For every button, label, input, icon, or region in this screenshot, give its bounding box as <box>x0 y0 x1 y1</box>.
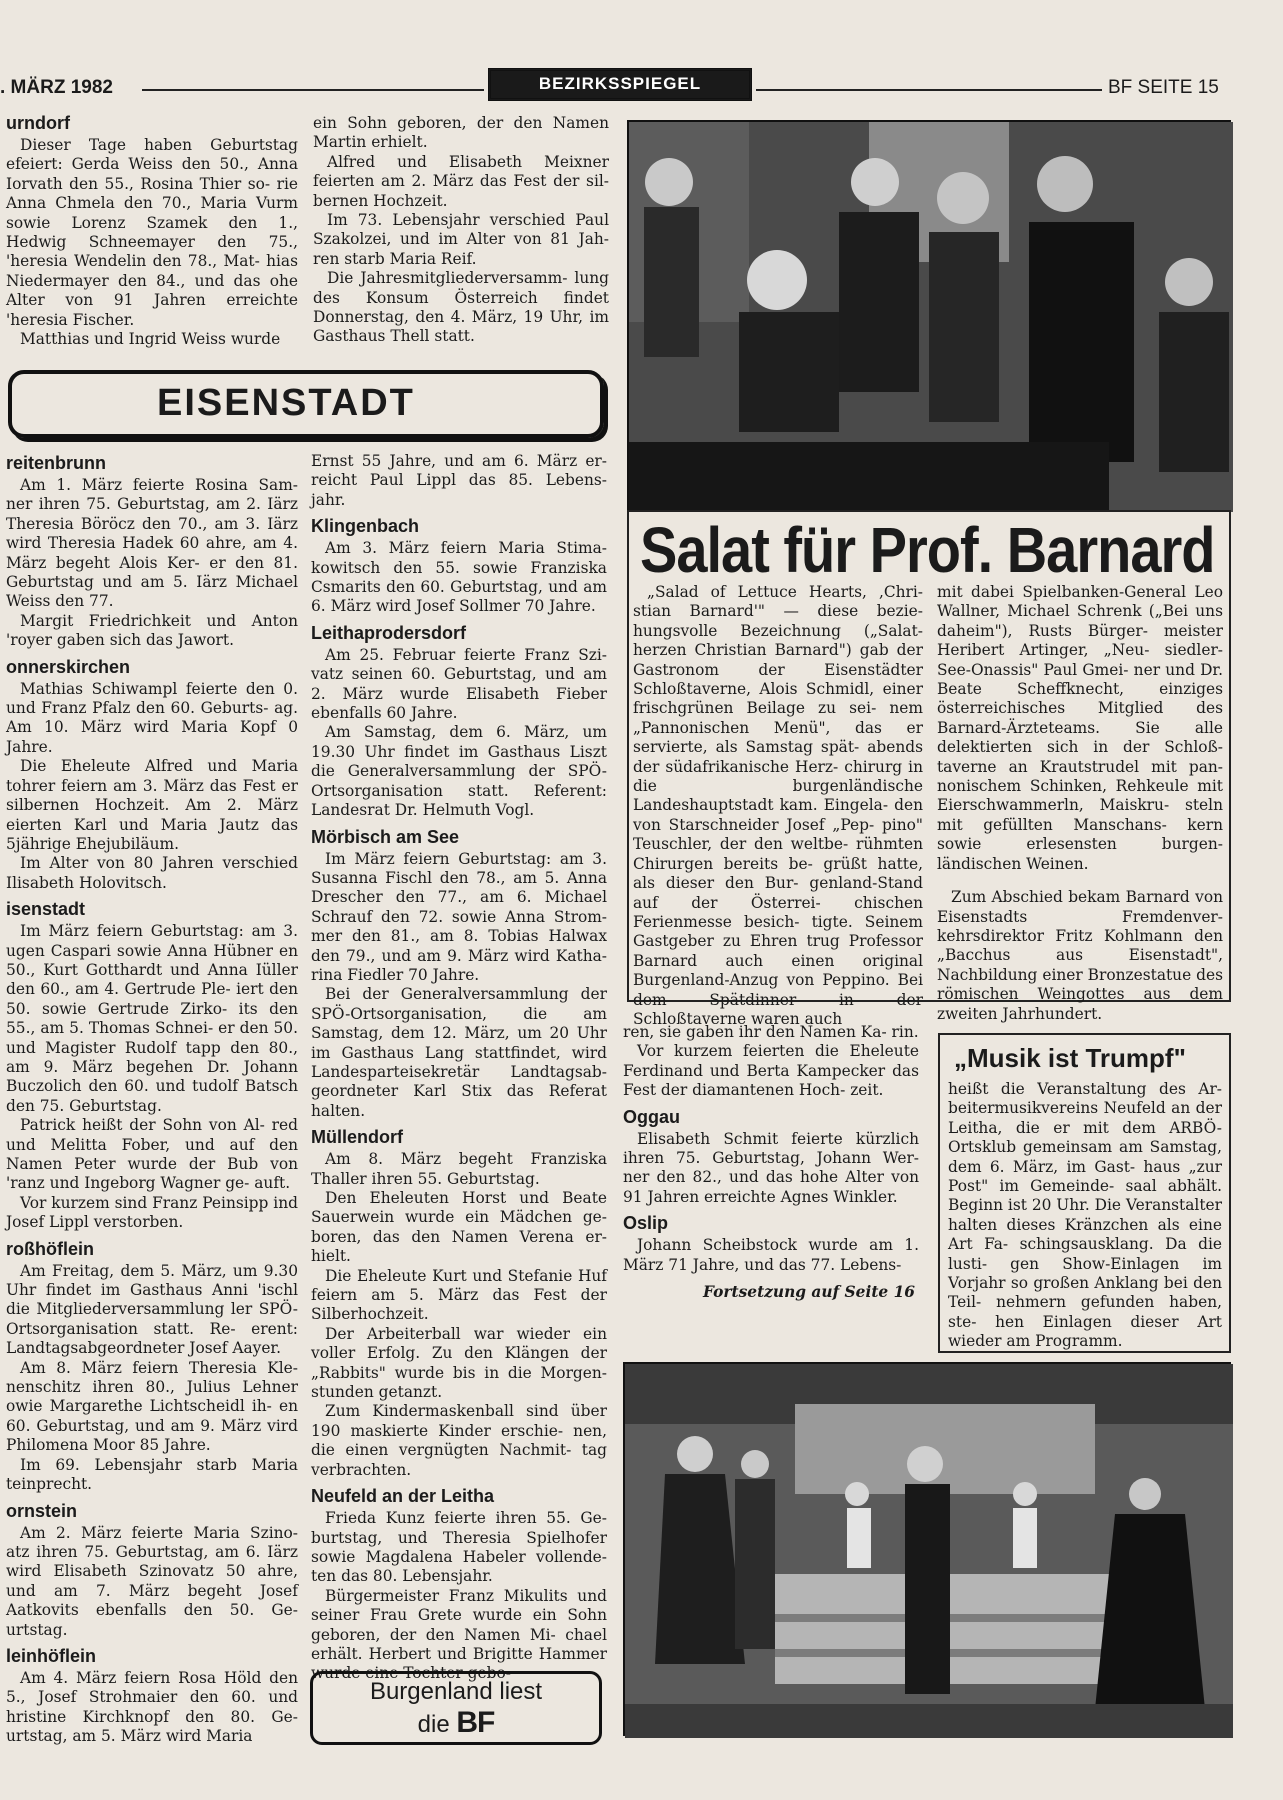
musik-title: „Musik ist Trumpf" <box>954 1043 1186 1073</box>
section-heading: Müllendorf <box>311 1127 403 1148</box>
promo-line: Burgenland liest <box>369 1678 543 1705</box>
paragraph: Bei der Generalversammlung der SPÖ-Ortsorganisation, die am Samstag, dem 12. März, um 20 Uhr im Gasthaus Lang stattfindet, wird Landesparteisekretär Landtagsab- geordneter Karl Stix das Referat halten. <box>311 985 607 1120</box>
promo-box <box>310 1671 602 1745</box>
section-heading: Neufeld an der Leitha <box>311 1486 495 1507</box>
paragraph: Patrick heißt der Sohn von Al- red und Melitta Fober, und auf den Namen Peter wurde der Bub von 'ranz und Ingeborg Wagner ge- auft. <box>6 1116 298 1193</box>
section-heading: Mörbisch am See <box>311 826 460 847</box>
column-1 <box>6 452 298 1800</box>
section-heading: Oslip <box>623 1213 669 1234</box>
section-heading: Leithaprodersdorf <box>311 622 467 643</box>
paragraph: heißt die Veranstaltung des Ar- beitermusikvereins Neufeld an der Leitha, die er mit dem ARBÖ-Ortsklub gemeinsam am Samstag, dem 6. März, im Gast- haus „zur Post" im Gemeinde- saal abhält. Beginn ist 20 Uhr. Die Veranstalter halten dieses Kränzchen als eine Art Fa- schingsausklang. Da die lusti- gen Show-Einlagen im Vorjahr so großen Anklang bei den Teil- nehmern gefunden haben, ste- hen Einlagen dieser Art wieder am Programm. <box>948 1080 1222 1351</box>
page-number: BF SEITE 15 <box>1108 77 1219 98</box>
paragraph: Im März feiern Geburtstag: am 3. Susanna Fischl den 78., am 5. Anna Drescher den 77., am 6. Michael Schrauf den 72. sowie Anna Strom- mer den 81., am 8. Tobias Halwax den 79., und am 9. März wird Katha- rina Fiedler 70 Jahre. <box>311 849 607 984</box>
musik-content <box>948 1043 1222 1352</box>
paragraph: Margit Friedrichkeit und Anton 'royer gaben sich das Jawort. <box>6 611 298 650</box>
eisenstadt-title: EISENSTADT <box>157 382 415 424</box>
paragraph: Die Eheleute Alfred und Maria tohrer feiern am 3. März das Fest er silbernen Hochzeit. Am 2. März eierten Karl und Maria Jautz das 5jährige Ehejubiläum. <box>6 757 298 853</box>
issue-date: . MÄRZ 1982 <box>0 77 113 98</box>
barnard-column-1 <box>633 583 923 1028</box>
paragraph: Dieser Tage haben Geburtstag efeiert: Gerda Weiss den 50., Anna Iorvath den 55., Rosina Thier so- rie Anna Chmela den 70., Maria Vurm sowie Lorenz Szamek den 1., Hedwig Schneemayer den 75., 'heresia Wendelin den 78., Mat- hias Niedermayer den 84., und das ohe Alter von 91 Jahren erreichte 'heresia Fischer. <box>6 136 298 329</box>
paragraph: mit dabei Spielbanken-General Leo Wallner, Michael Schrenk („Bei uns daheim"), Rusts Bürger- meister Heribert Artinger, „Neu- siedler-See-Onassis" Paul Gmei- ner und Dr. Beate Scheffknecht, einziges österreichisches Mitglied des Barnard-Ärzteteams. Sie alle delektierten sich in der Schloß- taverne an Krautstrudel mit pan- nonischem Schinken, Rehkeule mit Eierschwammerln, Maiskru- steln mit gefüllten Manschans- kern sowie erlesensten burgen- ländischen Weinen. <box>937 583 1223 873</box>
paragraph: Den Eheleuten Horst und Beate Sauerwein wurde ein Mädchen ge- boren, das den Namen Verena er- hielt. <box>311 1189 607 1266</box>
paragraph: Am 8. März feiern Theresia Kle- nenschitz ihren 80., Julius Lehner owie Margarethe Lichtscheidl ih- en 60. Geburtstag, und am 9. März vird Philomena Moor 85 Jahre. <box>6 1358 298 1455</box>
section-heading: Klingenbach <box>311 516 420 537</box>
paragraph: Am 1. März feierte Rosina Sam- ner ihren 75. Geburtstag, am 2. Iärz Theresia Böröcz den 70., am 3. Iärz wird Theresia Hadek 60 ahre, am 4. März begeht Alois Ker- er den 81. Geburtstag und am 5. Iärz Michael Weiss den 77. <box>6 476 298 611</box>
section-heading: leinhöflein <box>6 1645 96 1666</box>
continued-note: Fortsetzung auf Seite 16 <box>703 1283 915 1302</box>
section-heading: isenstadt <box>6 899 86 920</box>
paragraph: Mathias Schiwampl feierte den 0. und Franz Pfalz den 60. Geburts- ag. Am 10. März wird Maria Kopf 0 Jahre. <box>6 679 298 756</box>
paragraph: Im 69. Lebensjahr starb Maria teinprecht. <box>6 1455 298 1494</box>
paragraph: Frieda Kunz feierte ihren 55. Ge- burtstag, und Theresia Spielhofer sowie Magdalena Habeler vollende- ten das 80. Lebensjahr. <box>311 1509 607 1586</box>
paragraph: Die Eheleute Kurt und Stefanie Huf feiern am 5. März das Fest der Silberhochzeit. <box>311 1266 607 1324</box>
promo-line: die <box>417 1711 450 1738</box>
section-heading: reitenbrunn <box>6 453 107 473</box>
paragraph: ein Sohn geboren, der den Namen Martin erhielt. <box>313 114 609 152</box>
paragraph: Johann Scheibstock wurde am 1. März 71 Jahre, und das 77. Lebens- <box>623 1236 919 1274</box>
barnard-photo <box>627 120 1231 510</box>
paragraph: Am 8. März begeht Franziska Thaller ihren 55. Geburtstag. <box>311 1150 607 1188</box>
photo-illustration <box>629 122 1233 512</box>
paragraph: Matthias und Ingrid Weiss wurde <box>20 330 281 349</box>
top-left-article <box>6 112 298 349</box>
paragraph: Am 4. März feiern Rosa Höld den 5., Josef Strohmaier den 60. und hristine Kirchknopf den 80. Ge- urtstag, am 5. März wird Maria <box>6 1668 298 1746</box>
paragraph: Im 73. Lebensjahr verschied Paul Szakolzei, und im Alter von 81 Jah- ren starb Maria Reif. <box>313 211 609 268</box>
bf-logo: BF <box>456 1706 495 1739</box>
paragraph: Am 25. Februar feierte Franz Szi- vatz seinen 60. Geburtstag, und am 2. März wurde Elisabeth Fieber ebenfalls 60 Jahre. <box>311 645 607 723</box>
section-heading: Oggau <box>623 1106 680 1127</box>
top-mid-article <box>313 114 609 347</box>
paragraph: Elisabeth Schmit feierte kürzlich ihren 75. Geburtstag, Johann Wer- ner den 82., und das hohe Alter von 91 Jahren erreichte Agnes Winkler. <box>623 1129 919 1206</box>
dance-photo <box>623 1362 1231 1736</box>
paragraph: Am 3. März feiern Maria Stima- kowitsch den 55. sowie Franziska Csmarits den 60. Geburtstag, und am 6. März wird Josef Sollmer 70 Jahre. <box>311 539 607 616</box>
paragraph: Bürgermeister Franz Mikulits und seiner Frau Grete wurde ein Sohn geboren, der den Namen Mi- chael erhält. Herbert und Brigitte Hammer wurde eine Tochter gebo- <box>311 1586 607 1683</box>
paragraph: „Salad of Lettuce Hearts, ‚Chri- stian Barnard'" — diese bezie- hungsvolle Bezeichnung („Salat- herzen Christian Barnard") gab der Gastronom der Eisenstädter Schloßtaverne, Alois Schmidl, einer frischgrünen Beilage zu sei- nem „Pannonischen Menü", das er servierte, als Samstag spät- abends der südafrikanische Herz- chirurg in die burgenländische Landeshauptstadt kam. Eingela- den von Starschneider Josef „Pep- pino" Teuschler, der den weltbe- rühmten Chirurgen bereits be- grüßt hatte, als dieser den Bur- genland-Stand auf der Österrei- chischen Ferienmesse besich- tigte. Seinem Gastgeber zu Ehren trug Professor Barnard auch einen original Burgenland-Anzug von Peppino. Bei dem Spätdinner in der Schloßtaverne waren auch <box>633 583 923 1028</box>
paragraph: Vor kurzem sind Franz Peinsipp ind Josef Lippl verstorben. <box>6 1193 298 1232</box>
header-rule-right <box>756 89 1102 91</box>
section-heading: ornstein <box>6 1500 78 1521</box>
photo-illustration <box>625 1364 1233 1738</box>
section-heading: onnerskirchen <box>6 656 131 677</box>
paragraph: Im Alter von 80 Jahren verschied Ilisabeth Holovitsch. <box>6 854 298 892</box>
section-banner: BEZIRKSSPIEGEL <box>488 68 752 101</box>
paragraph: Zum Abschied bekam Barnard von Eisenstadts Fremdenver- kehrsdirektor Fritz Kohlmann den „Bacchus aus Eisenstadt", Nachbildung einer Bronzestatue des römischen Weingottes aus dem zweiten Jahrhundert. <box>937 888 1223 1023</box>
column-2 <box>311 452 607 1683</box>
paragraph: Die Jahresmitgliederversamm- lung des Konsum Österreich findet Donnerstag, den 4. März, 19 Uhr, im Gasthaus Thell statt. <box>313 269 609 346</box>
paragraph: Im März feiern Geburtstag: am 3. ugen Caspari sowie Anna Hübner en 50., Kurt Gotthardt und Anna Iüller den 60., am 4. Gertrude Ple- iert den 50. sowie Gertrude Zirko- its den 55., am 5. Thomas Schnei- er den 50. und Magister Rudolf tapp den 80., am 9. März begehen Dr. Johann Buczolich den 60. und tudolf Batsch den 75. Geburtstag. <box>6 922 298 1115</box>
paragraph: Vor kurzem feierten die Eheleute Ferdinand und Berta Kampecker das Fest der diamantenen Hoch- zeit. <box>623 1042 919 1100</box>
headline: Salat für Prof. Barnard <box>640 513 1215 586</box>
paragraph: Der Arbeiterball war wieder ein voller Erfolg. Zu den Klängen der „Rabbits" wurde bis in die Morgen- stunden getanzt. <box>311 1324 607 1402</box>
column-3 <box>623 1023 919 1353</box>
paragraph: Am Samstag, dem 6. März, um 19.30 Uhr findet im Gasthaus Liszt die Generalversammlung der SPÖ- Ortsorganisation statt. Referent: Landesrat Dr. Helmuth Vogl. <box>311 723 607 820</box>
barnard-column-2 <box>937 583 1223 1023</box>
eisenstadt-banner <box>8 370 604 438</box>
section-heading: urndorf <box>6 113 70 133</box>
paragraph: ren, sie gaben ihr den Namen Ka- rin. <box>623 1023 919 1041</box>
paragraph: Ernst 55 Jahre, und am 6. März er- reicht Paul Lippl das 85. Lebens- jahr. <box>311 452 607 509</box>
section-heading: roßhöflein <box>6 1238 94 1259</box>
paragraph: Am 2. März feierte Maria Szino- atz ihren 75. Geburtstag, am 6. Iärz wird Elisabeth Szinovatz 50 ahre, und am 7. März begeht Josef Aatkovits ebenfalls den 50. Ge- urtstag. <box>6 1523 298 1639</box>
paragraph: Am Freitag, dem 5. März, um 9.30 Uhr findet im Gasthaus Anni 'ischl die Mitgliederversammlung ler SPÖ-Ortsorganisation statt. Re- erent: Landtagsabgeordneter Josef Aayer. <box>6 1261 298 1358</box>
paragraph: Alfred und Elisabeth Meixner feierten am 2. März das Fest der sil- bernen Hochzeit. <box>313 152 609 210</box>
paragraph: Zum Kindermaskenball sind über 190 maskierte Kinder erschie- nen, die einen vergnügten Nachmit- tag verbrachten. <box>311 1402 607 1479</box>
header-rule-left <box>142 89 484 91</box>
musik-box <box>938 1033 1231 1353</box>
